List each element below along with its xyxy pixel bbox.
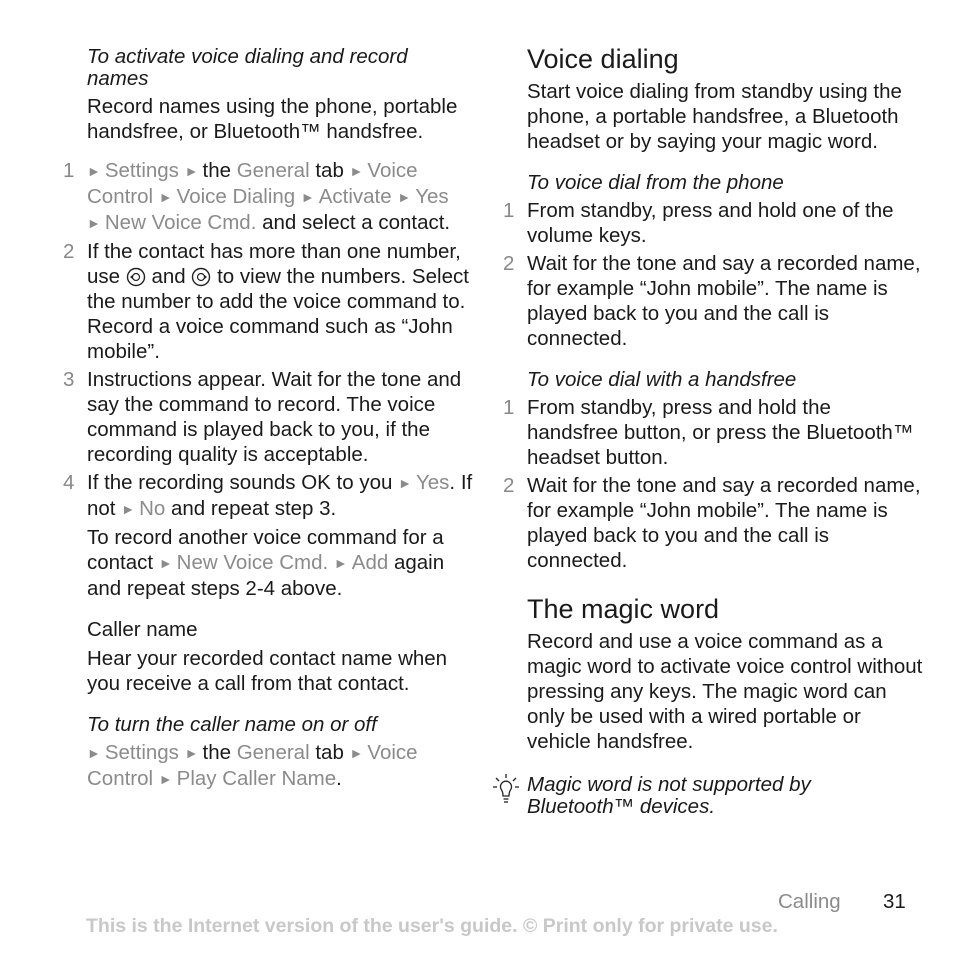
menu-no: No — [139, 497, 166, 520]
step-number: 1 — [503, 396, 515, 419]
menu-new-voice-cmd: New Voice Cmd. — [104, 211, 257, 234]
page-number: 31 — [883, 890, 906, 913]
step-text: From standby, press and hold the handsfree button, or press the Bluetooth™ headset button. — [527, 396, 914, 469]
voice-dialing-heading: Voice dialing — [527, 44, 679, 74]
arrow-icon: ► — [398, 475, 412, 491]
caller-name-path — [87, 740, 473, 792]
step-3 — [63, 367, 473, 467]
left-column — [63, 46, 473, 792]
arrow-icon: ► — [184, 163, 199, 179]
menu-play-caller-name: Play Caller Name — [176, 767, 337, 790]
step-2 — [63, 239, 473, 364]
step-text: and repeat step 3. — [170, 497, 337, 520]
step-text: From standby, press and hold one of the volume keys. — [527, 199, 894, 247]
arrow-icon: ► — [87, 163, 101, 179]
arrow-icon: ► — [121, 501, 136, 517]
nav-key-right-icon — [191, 267, 211, 287]
menu-settings: Settings — [104, 741, 179, 764]
menu-voice-control: Voice Control — [87, 159, 418, 208]
step-number: 1 — [503, 199, 515, 222]
arrow-icon: ► — [333, 555, 348, 571]
another-text: again and repeat steps 2-4 above. — [87, 551, 445, 600]
handsfree-task-title: To voice dial with a handsfree — [527, 368, 797, 391]
menu-general: General — [236, 159, 310, 182]
activate-task-title: To activate voice dialing and record names — [87, 45, 408, 90]
magic-word-heading: The magic word — [527, 594, 720, 624]
step-4 — [63, 470, 473, 522]
step-text: Instructions appear. Wait for the tone and say the command to record. The voice command is played back to you, if the recording quality is acceptable. — [87, 368, 462, 466]
step-text: . If not — [87, 471, 473, 520]
phone-task-title: To voice dial from the phone — [527, 171, 784, 194]
arrow-icon: ► — [87, 745, 101, 761]
menu-yes: Yes — [415, 185, 449, 208]
step-number: 2 — [503, 252, 515, 275]
magic-word-text: Record and use a voice command as a magic word to activate voice control without pressing any keys. The magic word can only be used with a wired portable or vehicle handsfree. — [527, 630, 923, 753]
text-tab: tab — [315, 741, 344, 764]
step-text: to view the numbers. Select the number to add the voice command to. Record a voice command such as “John mobile”. — [87, 265, 469, 363]
handsfree-step-1 — [503, 395, 923, 470]
menu-activate: Activate — [318, 185, 392, 208]
phone-step-2 — [503, 251, 923, 351]
menu-yes: Yes — [415, 471, 450, 494]
text-tab: tab — [315, 159, 344, 182]
step-1 — [63, 158, 473, 236]
step-number: 3 — [63, 368, 75, 391]
footer-notice: This is the Internet version of the user's guide. © Print only for private use. — [86, 915, 778, 937]
arrow-icon: ► — [158, 771, 173, 787]
arrow-icon: ► — [158, 189, 173, 205]
another-text: To record another voice command for a contact — [87, 526, 444, 574]
text-the: the — [202, 159, 231, 182]
step-text: If the contact has more than one number, use — [87, 240, 461, 288]
arrow-icon: ► — [184, 745, 199, 761]
step-text: Wait for the tone and say a recorded name, for example “John mobile”. The name is played back to you and the call is connected. — [527, 252, 921, 350]
text-and-select: and select a contact. — [262, 211, 451, 234]
arrow-icon: ► — [87, 215, 101, 231]
arrow-icon: ► — [349, 163, 364, 179]
menu-voice-control: Voice Control — [87, 741, 418, 790]
step-number: 4 — [63, 471, 75, 494]
step-number: 1 — [63, 159, 75, 182]
caller-name-heading: Caller name — [87, 618, 198, 641]
text-the: the — [202, 741, 231, 764]
text-period: . — [336, 767, 342, 790]
step-text: If the recording sounds OK to you — [87, 471, 393, 494]
step-text: and — [151, 265, 186, 288]
step-text: Wait for the tone and say a recorded name, for example “John mobile”. The name is played back to you and the call is connected. — [527, 474, 921, 572]
menu-voice-dialing: Voice Dialing — [176, 185, 296, 208]
another-command-paragraph — [63, 525, 473, 601]
footer-section-name: Calling — [778, 890, 841, 913]
tip-text: Magic word is not supported by Bluetooth™ devices. — [527, 773, 811, 818]
tip-note — [503, 774, 923, 818]
arrow-icon: ► — [300, 189, 315, 205]
activate-intro: Record names using the phone, portable handsfree, or Bluetooth™ handsfree. — [87, 95, 458, 143]
caller-name-text: Hear your recorded contact name when you receive a call from that contact. — [87, 647, 448, 695]
arrow-icon: ► — [158, 555, 173, 571]
right-column — [503, 43, 923, 818]
step-number: 2 — [63, 240, 75, 263]
handsfree-step-2 — [503, 473, 923, 573]
arrow-icon: ► — [349, 745, 364, 761]
step-number: 2 — [503, 474, 515, 497]
menu-general: General — [236, 741, 310, 764]
menu-settings: Settings — [104, 159, 179, 182]
caller-name-task: To turn the caller name on or off — [87, 713, 377, 736]
nav-key-left-icon — [126, 267, 146, 287]
menu-new-voice-cmd: New Voice Cmd. — [176, 551, 329, 574]
lightbulb-icon — [491, 772, 521, 806]
voice-dialing-intro: Start voice dialing from standby using the phone, a portable handsfree, a Bluetooth headset or by saying your magic word. — [527, 80, 902, 153]
arrow-icon: ► — [397, 189, 412, 205]
phone-step-1 — [503, 198, 923, 248]
menu-add: Add — [351, 551, 389, 574]
